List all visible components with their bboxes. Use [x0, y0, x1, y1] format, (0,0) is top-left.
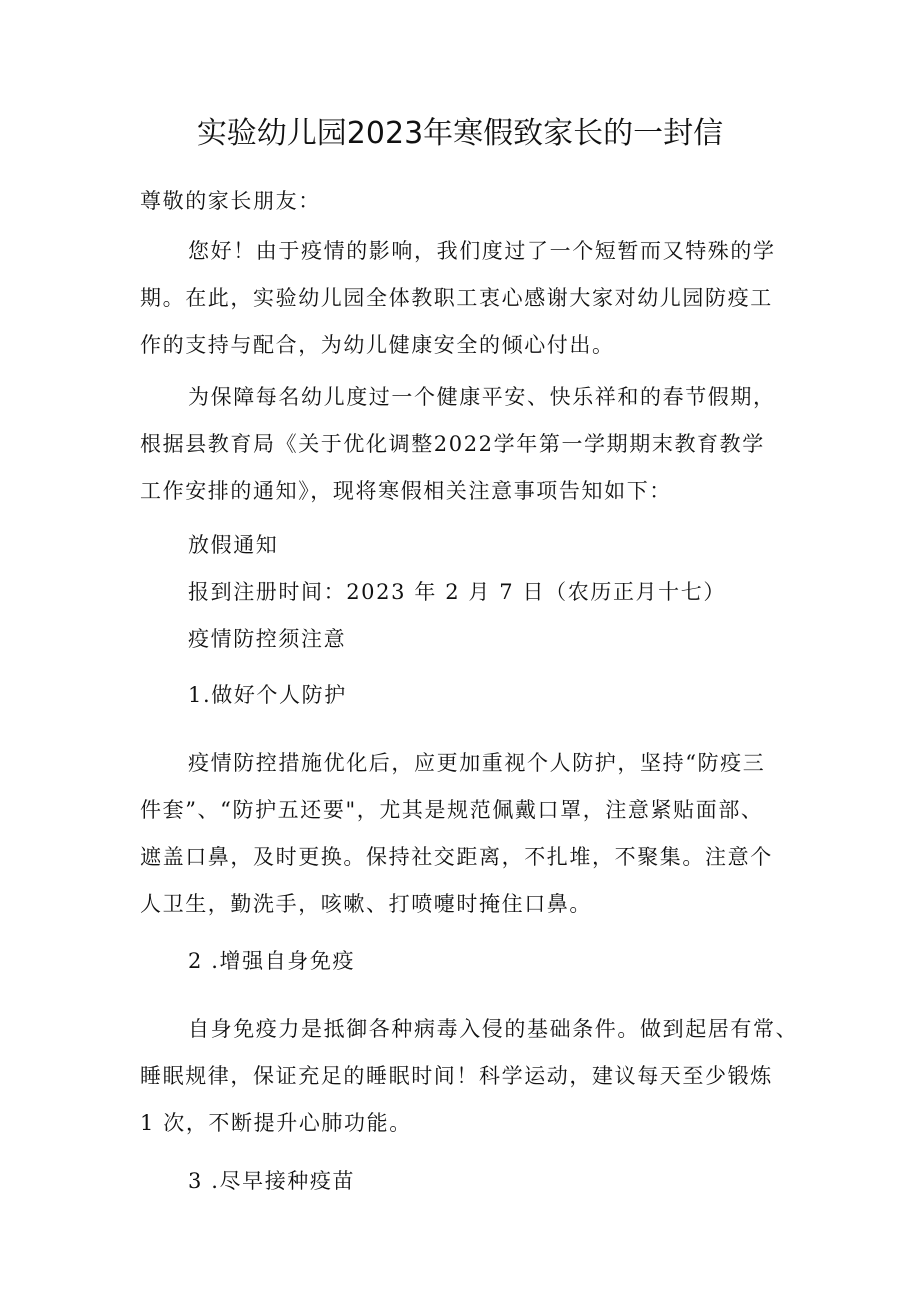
paragraph-line: 期。在此，实验幼儿园全体教职工衷心感谢大家对幼儿园防疫工	[140, 286, 773, 310]
paragraph-line: 遮盖口鼻，及时更换。保持社交距离，不扎堆，不聚集。注意个	[140, 845, 773, 869]
paragraph-line: 睡眠规律，保证充足的睡眠时间！科学运动，建议每天至少锻炼	[140, 1064, 773, 1088]
paragraph-line: 自身免疫力是抵御各种病毒入侵的基础条件。做到起居有常、	[188, 1017, 799, 1041]
paragraph-line: 1 次，不断提升心肺功能。	[140, 1111, 412, 1135]
paragraph-notice	[140, 374, 800, 515]
item1-heading-block	[140, 672, 800, 719]
item2-heading-block	[140, 938, 800, 985]
salutation: 尊敬的家长朋友：	[140, 189, 321, 213]
paragraph-line: 疫情防控措施优化后，应更加重视个人防护，坚持“防疫三	[188, 751, 766, 775]
item3-heading-block	[140, 1158, 800, 1205]
paragraph-intro	[140, 228, 800, 369]
paragraph-line: 为保障每名幼儿度过一个健康平安、快乐祥和的春节假期，	[188, 385, 776, 409]
holiday-section	[140, 522, 800, 663]
salutation-block	[140, 178, 800, 225]
item1-body	[140, 740, 800, 928]
item2-heading: 2 .增强自身免疫	[188, 949, 356, 973]
item2-body	[140, 1006, 800, 1147]
paragraph-line: 工作安排的通知》，现将寒假相关注意事项告知如下：	[140, 479, 672, 503]
paragraph-line: 件套”、“防护五还要"，尤其是规范佩戴口罩，注意紧贴面部、	[140, 798, 764, 822]
paragraph-line: 作的支持与配合，为幼儿健康安全的倾心付出。	[140, 333, 615, 357]
item3-heading: 3 .尽早接种疫苗	[188, 1169, 356, 1193]
register-time: 报到注册时间：2023 年 2 月 7 日（农历正月十七）	[188, 580, 726, 604]
holiday-heading: 放假通知	[188, 533, 279, 557]
paragraph-line: 人卫生，勤洗手，咳嗽、打喷嚏时掩住口鼻。	[140, 892, 592, 916]
document-title: 实验幼儿园2023年寒假致家长的一封信	[196, 116, 724, 151]
epidemic-heading: 疫情防控须注意	[188, 627, 347, 651]
item1-heading: 1.做好个人防护	[188, 683, 347, 707]
paragraph-line: 您好！由于疫情的影响，我们度过了一个短暂而又特殊的学	[188, 239, 776, 263]
paragraph-line: 根据县教育局《关于优化调整2022学年第一学期期末教育教学	[140, 432, 765, 456]
